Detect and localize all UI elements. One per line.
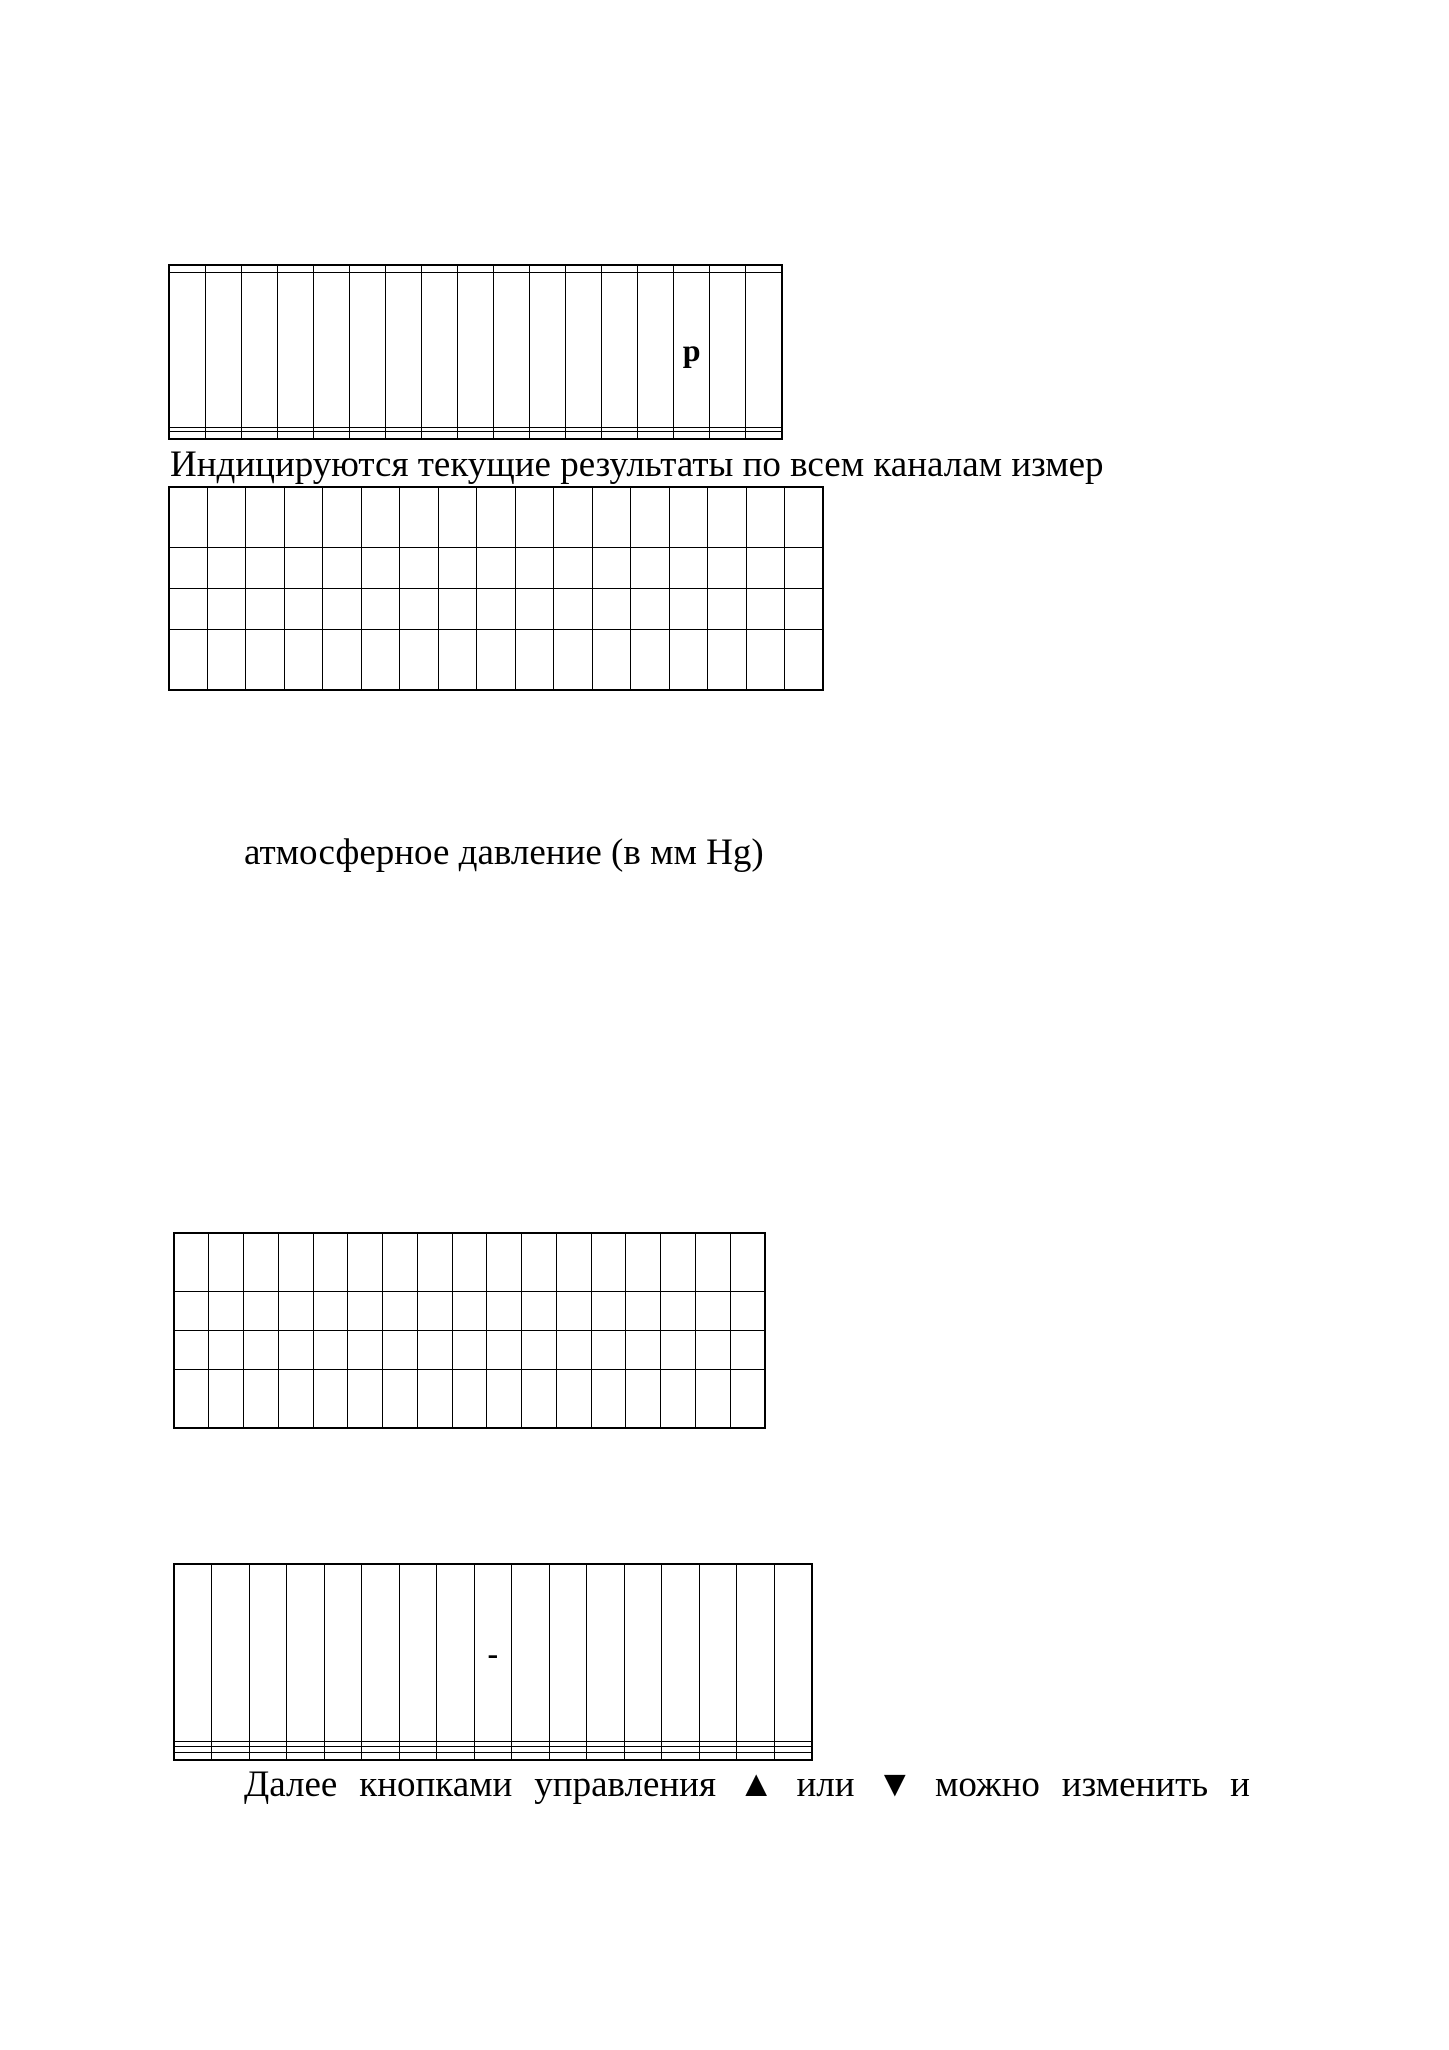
lcd-cell xyxy=(477,588,515,629)
lcd-cell xyxy=(417,1292,452,1331)
lcd-cell xyxy=(209,1233,244,1292)
lcd-cell xyxy=(512,1564,550,1741)
lcd-cell xyxy=(349,272,385,427)
lcd-cell: р xyxy=(674,272,710,427)
lcd-cell xyxy=(277,265,313,272)
text-line-control-buttons xyxy=(244,1763,1250,1807)
lcd-cell xyxy=(284,629,322,690)
lcd-cell xyxy=(174,1564,212,1741)
lcd-cell xyxy=(674,432,710,439)
lcd-cell xyxy=(774,1752,812,1760)
lcd-cell xyxy=(361,588,399,629)
lcd-row xyxy=(174,1370,765,1429)
lcd-cell xyxy=(477,629,515,690)
lcd-cell xyxy=(638,265,674,272)
lcd-row xyxy=(169,265,782,272)
lcd-cell xyxy=(695,1292,730,1331)
lcd-cell xyxy=(284,588,322,629)
lcd-cell xyxy=(669,487,707,548)
lcd-cell xyxy=(566,265,602,272)
lcd-display-grid-4 xyxy=(173,1563,813,1761)
word: можно xyxy=(935,1764,1040,1805)
lcd-cell xyxy=(361,487,399,548)
lcd-cell xyxy=(493,272,529,427)
lcd-row xyxy=(174,1331,765,1370)
lcd-cell xyxy=(661,1233,696,1292)
lcd-row xyxy=(169,272,782,427)
lcd-cell xyxy=(515,588,553,629)
lcd-cell xyxy=(522,1331,557,1370)
lcd-cell xyxy=(522,1370,557,1429)
lcd-cell xyxy=(737,1564,775,1741)
lcd-cell xyxy=(785,629,824,690)
lcd-cell xyxy=(669,548,707,589)
lcd-cell xyxy=(287,1564,325,1741)
lcd-cell xyxy=(399,1752,437,1760)
lcd-cell xyxy=(515,629,553,690)
word: изменить xyxy=(1061,1764,1209,1805)
down-triangle-icon: ▼ xyxy=(876,1764,914,1805)
lcd-cell xyxy=(602,272,638,427)
lcd-cell xyxy=(554,487,592,548)
lcd-cell xyxy=(313,1331,348,1370)
lcd-cell xyxy=(746,272,782,427)
lcd-cell xyxy=(348,1233,383,1292)
lcd-cell xyxy=(624,1752,662,1760)
lcd-cell xyxy=(710,272,746,427)
lcd-cell xyxy=(385,432,421,439)
lcd-cell xyxy=(323,588,361,629)
lcd-cell xyxy=(313,265,349,272)
lcd-cell xyxy=(529,265,565,272)
lcd-cell xyxy=(626,1292,661,1331)
lcd-cell xyxy=(362,1564,400,1741)
lcd-display-grid-2 xyxy=(168,486,824,691)
lcd-cell xyxy=(400,588,438,629)
lcd-cell xyxy=(174,1331,209,1370)
lcd-cell xyxy=(399,1564,437,1741)
lcd-cell xyxy=(493,432,529,439)
lcd-cell xyxy=(785,588,824,629)
word: управления xyxy=(534,1764,716,1805)
lcd-cell xyxy=(710,265,746,272)
lcd-cell xyxy=(361,629,399,690)
lcd-cell xyxy=(592,487,630,548)
lcd-cell xyxy=(626,1370,661,1429)
lcd-cell xyxy=(417,1331,452,1370)
lcd-cell xyxy=(169,629,207,690)
lcd-cell xyxy=(249,1564,287,1741)
lcd-cell xyxy=(383,1370,418,1429)
lcd-cell xyxy=(361,548,399,589)
lcd-cell xyxy=(244,1370,279,1429)
lcd-cell xyxy=(174,1370,209,1429)
lcd-cell xyxy=(493,265,529,272)
lcd-cell xyxy=(438,588,476,629)
lcd-cell xyxy=(554,629,592,690)
lcd-cell xyxy=(421,272,457,427)
lcd-row xyxy=(169,487,823,548)
lcd-cell xyxy=(626,1331,661,1370)
lcd-cell xyxy=(746,487,784,548)
lcd-cell xyxy=(512,1752,550,1760)
lcd-cell xyxy=(737,1752,775,1760)
lcd-cell xyxy=(385,272,421,427)
lcd-cell xyxy=(313,432,349,439)
lcd-cell xyxy=(631,487,669,548)
lcd-cell xyxy=(348,1370,383,1429)
lcd-cell xyxy=(452,1370,487,1429)
lcd-cell xyxy=(437,1752,475,1760)
lcd-cell xyxy=(452,1292,487,1331)
lcd-cell xyxy=(730,1292,765,1331)
lcd-cell xyxy=(487,1331,522,1370)
lcd-cell xyxy=(587,1752,625,1760)
lcd-cell xyxy=(661,1292,696,1331)
lcd-cell xyxy=(592,629,630,690)
lcd-cell xyxy=(284,548,322,589)
lcd-cell xyxy=(169,548,207,589)
lcd-cell xyxy=(631,629,669,690)
lcd-cell xyxy=(209,1331,244,1370)
lcd-cell xyxy=(437,1564,475,1741)
lcd-cell xyxy=(699,1752,737,1760)
lcd-cell xyxy=(421,265,457,272)
lcd-cell xyxy=(522,1233,557,1292)
word: и xyxy=(1230,1764,1250,1805)
lcd-cell xyxy=(241,265,277,272)
word: Далее xyxy=(244,1764,338,1805)
lcd-cell xyxy=(244,1233,279,1292)
lcd-cell xyxy=(746,629,784,690)
lcd-cell xyxy=(638,432,674,439)
lcd-cell xyxy=(169,432,205,439)
lcd-cell xyxy=(246,487,284,548)
lcd-cell xyxy=(746,588,784,629)
lcd-cell xyxy=(324,1752,362,1760)
lcd-cell: - xyxy=(474,1564,512,1741)
lcd-cell xyxy=(348,1292,383,1331)
lcd-cell xyxy=(287,1752,325,1760)
lcd-cell xyxy=(278,1331,313,1370)
lcd-cell xyxy=(207,629,245,690)
lcd-cell xyxy=(695,1370,730,1429)
lcd-cell xyxy=(212,1752,250,1760)
lcd-cell xyxy=(174,1752,212,1760)
lcd-cell xyxy=(487,1292,522,1331)
lcd-row xyxy=(169,629,823,690)
lcd-cell xyxy=(383,1233,418,1292)
lcd-cell xyxy=(592,588,630,629)
lcd-cell xyxy=(785,548,824,589)
lcd-cell xyxy=(487,1370,522,1429)
lcd-cell xyxy=(710,432,746,439)
lcd-cell xyxy=(313,1233,348,1292)
lcd-cell xyxy=(556,1292,591,1331)
lcd-cell xyxy=(522,1292,557,1331)
lcd-cell xyxy=(323,548,361,589)
lcd-cell xyxy=(205,272,241,427)
lcd-cell xyxy=(205,432,241,439)
lcd-cell xyxy=(383,1331,418,1370)
lcd-cell xyxy=(515,548,553,589)
lcd-cell xyxy=(207,588,245,629)
lcd-cell xyxy=(587,1564,625,1741)
lcd-cell xyxy=(556,1233,591,1292)
lcd-cell xyxy=(452,1331,487,1370)
lcd-cell xyxy=(212,1564,250,1741)
lcd-cell xyxy=(313,1370,348,1429)
lcd-cell xyxy=(438,548,476,589)
lcd-cell xyxy=(278,1233,313,1292)
lcd-cell xyxy=(417,1233,452,1292)
lcd-cell xyxy=(349,265,385,272)
lcd-row xyxy=(174,1292,765,1331)
lcd-cell xyxy=(207,487,245,548)
lcd-cell xyxy=(708,629,746,690)
lcd-cell xyxy=(207,548,245,589)
lcd-cell xyxy=(529,272,565,427)
lcd-display-grid-1 xyxy=(168,264,783,440)
lcd-cell xyxy=(674,265,710,272)
lcd-cell xyxy=(549,1752,587,1760)
lcd-cell xyxy=(661,1331,696,1370)
lcd-cell xyxy=(277,432,313,439)
lcd-row xyxy=(174,1752,812,1760)
lcd-cell xyxy=(746,548,784,589)
lcd-cell xyxy=(169,272,205,427)
lcd-cell xyxy=(348,1331,383,1370)
lcd-cell xyxy=(708,548,746,589)
lcd-cell xyxy=(626,1233,661,1292)
lcd-cell xyxy=(554,548,592,589)
lcd-cell xyxy=(477,487,515,548)
lcd-cell xyxy=(487,1233,522,1292)
lcd-cell xyxy=(241,432,277,439)
lcd-cell xyxy=(554,588,592,629)
lcd-cell xyxy=(241,272,277,427)
lcd-row xyxy=(174,1233,765,1292)
lcd-cell xyxy=(246,629,284,690)
lcd-cell xyxy=(602,265,638,272)
lcd-cell xyxy=(205,265,241,272)
lcd-cell xyxy=(313,1292,348,1331)
lcd-cell xyxy=(457,265,493,272)
lcd-cell xyxy=(244,1292,279,1331)
lcd-cell xyxy=(246,548,284,589)
lcd-cell xyxy=(474,1752,512,1760)
lcd-cell xyxy=(515,487,553,548)
up-triangle-icon: ▲ xyxy=(737,1764,775,1805)
lcd-row xyxy=(169,588,823,629)
lcd-cell xyxy=(529,432,565,439)
lcd-cell xyxy=(278,1370,313,1429)
lcd-cell xyxy=(662,1564,700,1741)
lcd-cell xyxy=(591,1331,626,1370)
lcd-cell xyxy=(730,1370,765,1429)
lcd-cell xyxy=(556,1370,591,1429)
lcd-cell xyxy=(278,1292,313,1331)
lcd-cell xyxy=(774,1564,812,1741)
lcd-cell xyxy=(421,432,457,439)
lcd-cell xyxy=(669,588,707,629)
lcd-cell xyxy=(631,588,669,629)
lcd-cell xyxy=(323,487,361,548)
text-line-pressure: атмосферное давление (в мм Hg) xyxy=(244,832,764,873)
lcd-cell xyxy=(383,1292,418,1331)
lcd-cell xyxy=(602,432,638,439)
lcd-cell xyxy=(385,265,421,272)
lcd-cell xyxy=(438,487,476,548)
lcd-cell xyxy=(556,1331,591,1370)
lcd-cell xyxy=(785,487,824,548)
word: или xyxy=(796,1764,855,1805)
lcd-cell xyxy=(591,1370,626,1429)
lcd-cell xyxy=(169,265,205,272)
lcd-cell xyxy=(730,1331,765,1370)
lcd-cell xyxy=(452,1233,487,1292)
lcd-cell xyxy=(169,588,207,629)
lcd-cell xyxy=(249,1752,287,1760)
lcd-row xyxy=(174,1564,812,1741)
lcd-cell xyxy=(566,432,602,439)
lcd-cell xyxy=(209,1370,244,1429)
lcd-cell xyxy=(566,272,602,427)
lcd-cell xyxy=(313,272,349,427)
lcd-cell xyxy=(695,1331,730,1370)
lcd-cell xyxy=(174,1233,209,1292)
text-line-channels: Индицируются текущие результаты по всем каналам измер xyxy=(170,444,1104,485)
lcd-cell xyxy=(591,1233,626,1292)
lcd-cell xyxy=(362,1752,400,1760)
lcd-cell xyxy=(592,548,630,589)
lcd-cell xyxy=(669,629,707,690)
lcd-cell xyxy=(477,548,515,589)
lcd-cell xyxy=(746,265,782,272)
lcd-cell xyxy=(591,1292,626,1331)
lcd-cell xyxy=(631,548,669,589)
lcd-display-grid-3 xyxy=(173,1232,766,1429)
lcd-cell xyxy=(400,629,438,690)
lcd-cell xyxy=(246,588,284,629)
lcd-cell xyxy=(457,432,493,439)
lcd-cell xyxy=(438,629,476,690)
lcd-cell xyxy=(457,272,493,427)
lcd-cell xyxy=(730,1233,765,1292)
lcd-cell xyxy=(699,1564,737,1741)
lcd-cell xyxy=(400,548,438,589)
lcd-cell xyxy=(708,487,746,548)
lcd-cell xyxy=(209,1292,244,1331)
lcd-cell xyxy=(323,629,361,690)
lcd-cell xyxy=(349,432,385,439)
lcd-cell xyxy=(638,272,674,427)
lcd-cell xyxy=(417,1370,452,1429)
lcd-cell xyxy=(324,1564,362,1741)
lcd-cell xyxy=(549,1564,587,1741)
lcd-cell xyxy=(277,272,313,427)
lcd-cell xyxy=(400,487,438,548)
lcd-cell xyxy=(746,432,782,439)
lcd-cell xyxy=(695,1233,730,1292)
lcd-cell xyxy=(169,487,207,548)
word: кнопками xyxy=(359,1764,513,1805)
lcd-row xyxy=(169,432,782,439)
lcd-cell xyxy=(662,1752,700,1760)
lcd-cell xyxy=(708,588,746,629)
lcd-cell xyxy=(284,487,322,548)
lcd-cell xyxy=(174,1292,209,1331)
lcd-cell xyxy=(624,1564,662,1741)
lcd-cell xyxy=(661,1370,696,1429)
lcd-cell xyxy=(244,1331,279,1370)
lcd-row xyxy=(169,548,823,589)
